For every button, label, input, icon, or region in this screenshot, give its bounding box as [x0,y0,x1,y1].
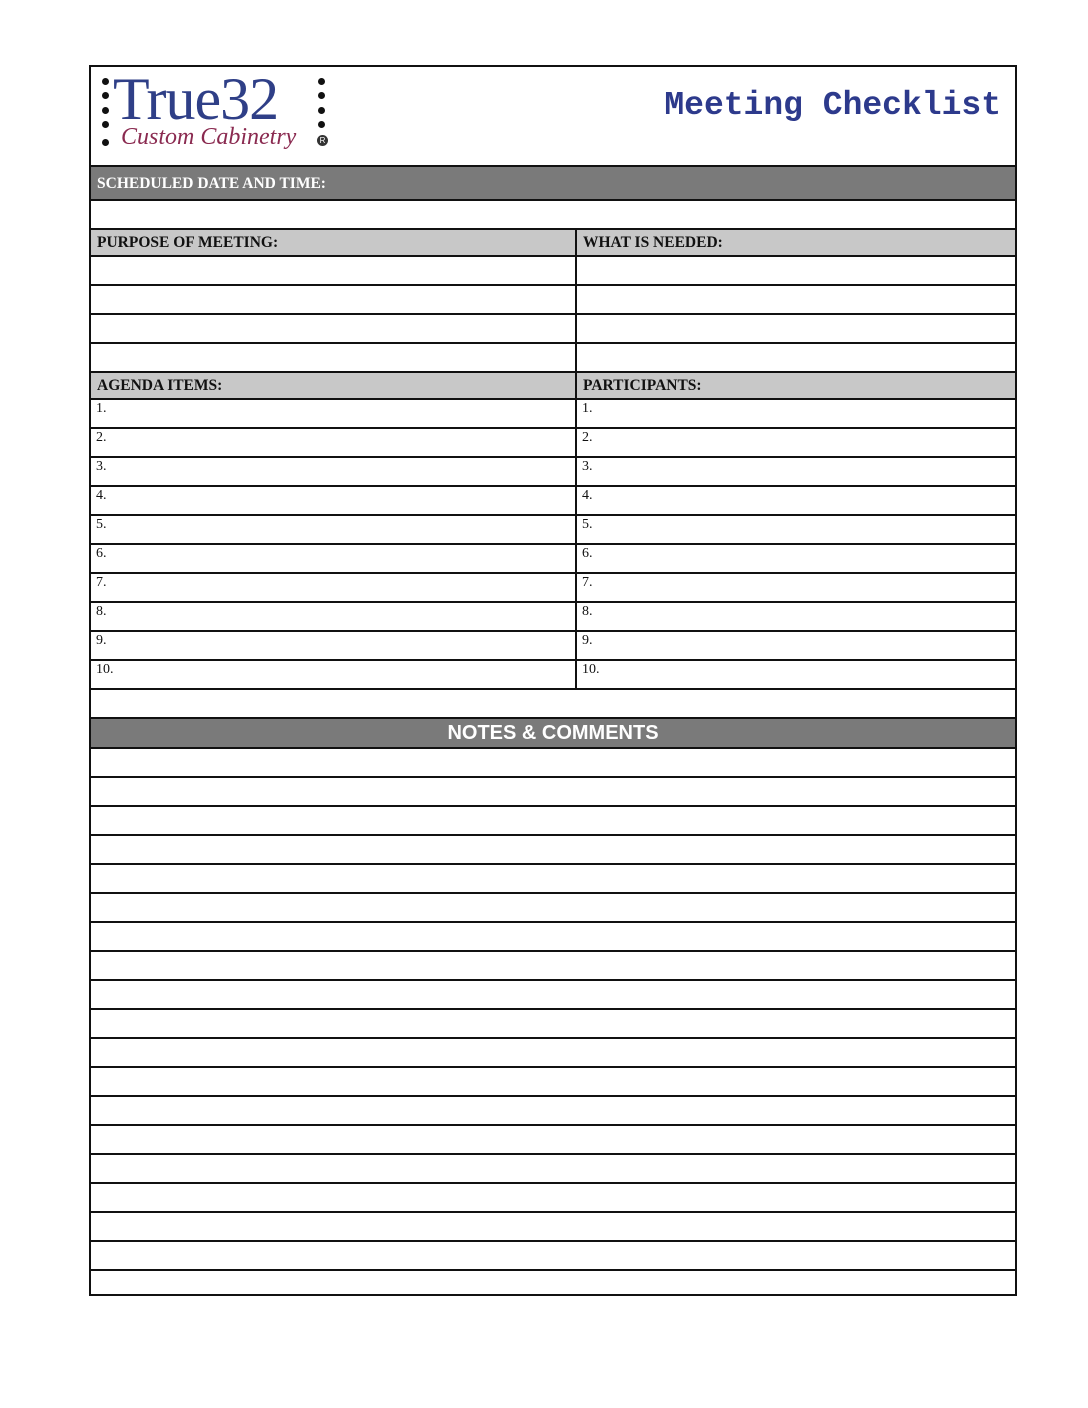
agenda-item[interactable]: 7. [91,574,575,603]
purpose-line[interactable] [91,315,575,344]
notes-line[interactable] [91,1213,1015,1242]
participant-item[interactable]: 4. [577,487,1015,516]
participant-item[interactable]: 10. [577,661,1015,690]
notes-line[interactable] [91,894,1015,923]
notes-line[interactable] [91,1068,1015,1097]
participant-item[interactable]: 2. [577,429,1015,458]
scheduled-date-time-field[interactable] [91,201,1015,230]
agenda-item[interactable]: 6. [91,545,575,574]
notes-line[interactable] [91,778,1015,807]
agenda-item[interactable]: 10. [91,661,575,690]
logo-wordmark: True32 [113,66,279,132]
purpose-line[interactable] [91,286,575,315]
needed-line[interactable] [577,257,1015,286]
notes-line[interactable] [91,1242,1015,1271]
notes-comments-header: NOTES & COMMENTS [91,717,1015,749]
notes-line[interactable] [91,749,1015,778]
notes-line[interactable] [91,923,1015,952]
needed-line[interactable] [577,344,1015,373]
purpose-line[interactable] [91,257,575,286]
participant-item[interactable]: 1. [577,400,1015,429]
spacer-row [91,690,1015,719]
agenda-item[interactable]: 8. [91,603,575,632]
registered-mark-icon: R [317,135,328,146]
participant-item[interactable]: 7. [577,574,1015,603]
notes-line[interactable] [91,981,1015,1010]
column-divider [575,230,577,690]
logo-subtitle: Custom Cabinetry [121,124,297,150]
needed-line[interactable] [577,315,1015,344]
notes-line[interactable] [91,952,1015,981]
participant-item[interactable]: 6. [577,545,1015,574]
agenda-item[interactable]: 4. [91,487,575,516]
needed-line[interactable] [577,286,1015,315]
participant-item[interactable]: 8. [577,603,1015,632]
purpose-of-meeting-header: PURPOSE OF MEETING: [91,230,575,257]
notes-line[interactable] [91,836,1015,865]
meeting-checklist-form [89,65,1017,1296]
participant-item[interactable]: 5. [577,516,1015,545]
notes-line[interactable] [91,1039,1015,1068]
notes-line[interactable] [91,807,1015,836]
participants-header: PARTICIPANTS: [577,373,1015,400]
agenda-item[interactable]: 2. [91,429,575,458]
document-title: Meeting Checklist [664,87,1001,124]
notes-line[interactable] [91,1271,1015,1294]
company-logo [91,67,351,162]
notes-line[interactable] [91,1184,1015,1213]
notes-line[interactable] [91,1155,1015,1184]
notes-line[interactable] [91,865,1015,894]
agenda-item[interactable]: 3. [91,458,575,487]
participant-item[interactable]: 9. [577,632,1015,661]
purpose-line[interactable] [91,344,575,373]
agenda-item[interactable]: 1. [91,400,575,429]
agenda-item[interactable]: 5. [91,516,575,545]
what-is-needed-header: WHAT IS NEEDED: [577,230,1015,257]
notes-line[interactable] [91,1126,1015,1155]
notes-line[interactable] [91,1010,1015,1039]
notes-line[interactable] [91,1097,1015,1126]
agenda-item[interactable]: 9. [91,632,575,661]
agenda-items-header: AGENDA ITEMS: [91,373,575,400]
participant-item[interactable]: 3. [577,458,1015,487]
scheduled-date-time-header: SCHEDULED DATE AND TIME: [91,165,1015,201]
